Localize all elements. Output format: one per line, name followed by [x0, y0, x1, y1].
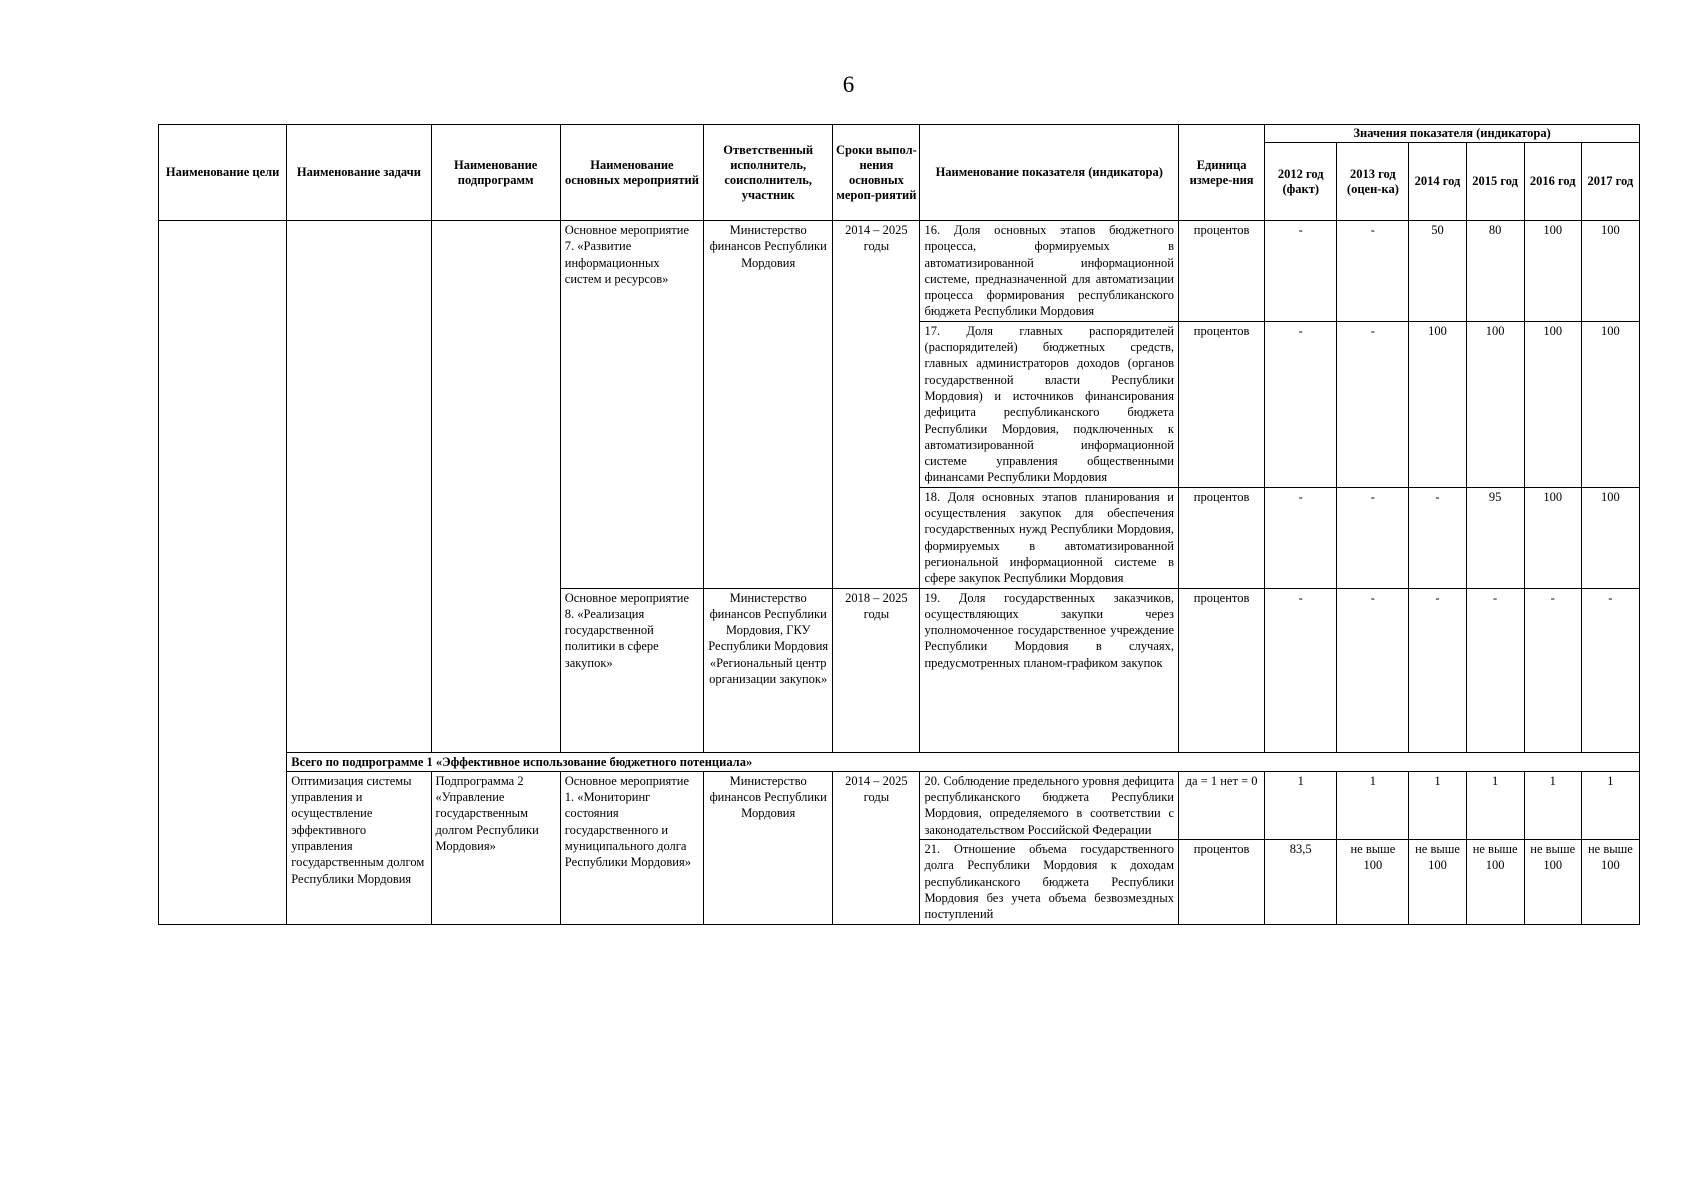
- value-2017: не выше 100: [1581, 840, 1639, 924]
- measure-8-terms: 2018 – 2025 годы: [833, 588, 920, 752]
- value-2017: 100: [1581, 321, 1639, 487]
- indicator-unit: процентов: [1179, 321, 1265, 487]
- header-year-2013: 2013 год (оцен-ка): [1337, 143, 1409, 221]
- indicator-name: 20. Соблюдение предельного уровня дефицита республиканского бюджета Республики Мордовия, определяемого в соответствии с законодательством Российской Федерации: [920, 771, 1179, 839]
- value-2017: -: [1581, 588, 1639, 752]
- value-2016: не выше 100: [1524, 840, 1581, 924]
- header-measures: Наименование основных мероприятий: [560, 125, 703, 221]
- indicator-name: 21. Отношение объема государственного долга Республики Мордовия к доходам республиканского бюджета Республики Мордовия без учета объема безвозмездных поступлений: [920, 840, 1179, 924]
- value-2017: 1: [1581, 771, 1639, 839]
- value-2015: 80: [1466, 221, 1524, 322]
- subprogram-1-total-label: Всего по подпрограмме 1 «Эффективное использование бюджетного потенциала»: [287, 752, 1640, 771]
- subprogram-2-measure-1-name: Основное мероприятие 1. «Мониторинг состояния государственного и муниципального долга Республики Мордовия»: [560, 771, 703, 924]
- value-2013: -: [1337, 321, 1409, 487]
- value-2012: -: [1265, 221, 1337, 322]
- header-year-2017: 2017 год: [1581, 143, 1639, 221]
- value-2014: 100: [1409, 321, 1466, 487]
- header-task: Наименование задачи: [287, 125, 431, 221]
- value-2016: -: [1524, 588, 1581, 752]
- measure-8-name: Основное мероприятие 8. «Реализация государственной политики в сфере закупок»: [560, 588, 703, 752]
- page-number: 6: [842, 72, 855, 97]
- subprogram-cell: [431, 221, 560, 753]
- value-2013: 1: [1337, 771, 1409, 839]
- value-2013: -: [1337, 487, 1409, 588]
- header-unit: Единица измере-ния: [1179, 125, 1265, 221]
- header-year-2015: 2015 год: [1466, 143, 1524, 221]
- measure-8-executor: Министерство финансов Республики Мордовия, ГКУ Республики Мордовия «Региональный центр организации закупок»: [704, 588, 833, 752]
- value-2012: -: [1265, 588, 1337, 752]
- value-2012: -: [1265, 487, 1337, 588]
- value-2012: 83,5: [1265, 840, 1337, 924]
- indicator-unit: процентов: [1179, 487, 1265, 588]
- subprogram-2-measure-1-executor: Министерство финансов Республики Мордовия: [704, 771, 833, 924]
- value-2013: не выше 100: [1337, 840, 1409, 924]
- value-2015: 100: [1466, 321, 1524, 487]
- header-terms: Сроки выпол-нения основных мероп-риятий: [833, 125, 920, 221]
- value-2015: 95: [1466, 487, 1524, 588]
- value-2014: 50: [1409, 221, 1466, 322]
- value-2016: 100: [1524, 487, 1581, 588]
- value-2015: 1: [1466, 771, 1524, 839]
- value-2014: не выше 100: [1409, 840, 1466, 924]
- program-table: [158, 124, 1640, 925]
- task-cell: [287, 221, 431, 753]
- indicator-unit: процентов: [1179, 588, 1265, 752]
- header-goal: Наименование цели: [159, 125, 287, 221]
- indicator-name: 16. Доля основных этапов бюджетного процесса, формируемых в автоматизированной информационной системе, предназначенной для автоматизации процесса формирования республиканского бюджета Республики Мордовия: [920, 221, 1179, 322]
- goal-cell: [159, 221, 287, 925]
- indicator-name: 17. Доля главных распорядителей (распорядителей) бюджетных средств, главных администраторов доходов (органов государственной власти Республики Мордовия) и источников финансирования дефицита республиканского бюджета Республики Мордовия, подключенных к автоматизированной информационной системе управления общественными финансами Республики Мордовия: [920, 321, 1179, 487]
- value-2016: 100: [1524, 321, 1581, 487]
- value-2012: 1: [1265, 771, 1337, 839]
- value-2014: 1: [1409, 771, 1466, 839]
- value-2013: -: [1337, 588, 1409, 752]
- value-2014: -: [1409, 487, 1466, 588]
- table-header: [159, 125, 1640, 221]
- header-year-2014: 2014 год: [1409, 143, 1466, 221]
- measure-7-name: Основное мероприятие 7. «Развитие информационных систем и ресурсов»: [560, 221, 703, 589]
- value-2013: -: [1337, 221, 1409, 322]
- value-2016: 1: [1524, 771, 1581, 839]
- task-2-cell: Оптимизация системы управления и осуществление эффективного управления государственным долгом Республики Мордовия: [287, 771, 431, 924]
- header-values-group: Значения показателя (индикатора): [1265, 125, 1640, 143]
- indicator-name: 19. Доля государственных заказчиков, осуществляющих закупки через уполномоченное государственное учреждение Республики Мордовия в случаях, предусмотренных планом-графиком закупок: [920, 588, 1179, 752]
- header-executor: Ответственный исполнитель, соисполнитель, участник: [704, 125, 833, 221]
- value-2012: -: [1265, 321, 1337, 487]
- indicator-unit: процентов: [1179, 840, 1265, 924]
- header-year-2016: 2016 год: [1524, 143, 1581, 221]
- header-subprogram: Наименование подпрограмм: [431, 125, 560, 221]
- measure-7-executor: Министерство финансов Республики Мордовия: [704, 221, 833, 589]
- value-2017: 100: [1581, 487, 1639, 588]
- value-2017: 100: [1581, 221, 1639, 322]
- value-2014: -: [1409, 588, 1466, 752]
- subtotal-row: [159, 752, 1640, 771]
- value-2016: 100: [1524, 221, 1581, 322]
- subprogram-2-measure-1-terms: 2014 – 2025 годы: [833, 771, 920, 924]
- measure-7-terms: 2014 – 2025 годы: [833, 221, 920, 589]
- table-row: [159, 771, 1640, 839]
- indicator-name: 18. Доля основных этапов планирования и осуществления закупок для обеспечения государственных нужд Республики Мордовия, формируемых в автоматизированной региональной информационной системе в сфере закупок Республики Мордовия: [920, 487, 1179, 588]
- value-2015: -: [1466, 588, 1524, 752]
- header-year-2012: 2012 год (факт): [1265, 143, 1337, 221]
- indicator-unit: процентов: [1179, 221, 1265, 322]
- value-2015: не выше 100: [1466, 840, 1524, 924]
- header-indicator: Наименование показателя (индикатора): [920, 125, 1179, 221]
- subprogram-2-cell: Подпрограмма 2 «Управление государственным долгом Республики Мордовия»: [431, 771, 560, 924]
- indicator-unit: да = 1 нет = 0: [1179, 771, 1265, 839]
- table-row: [159, 221, 1640, 322]
